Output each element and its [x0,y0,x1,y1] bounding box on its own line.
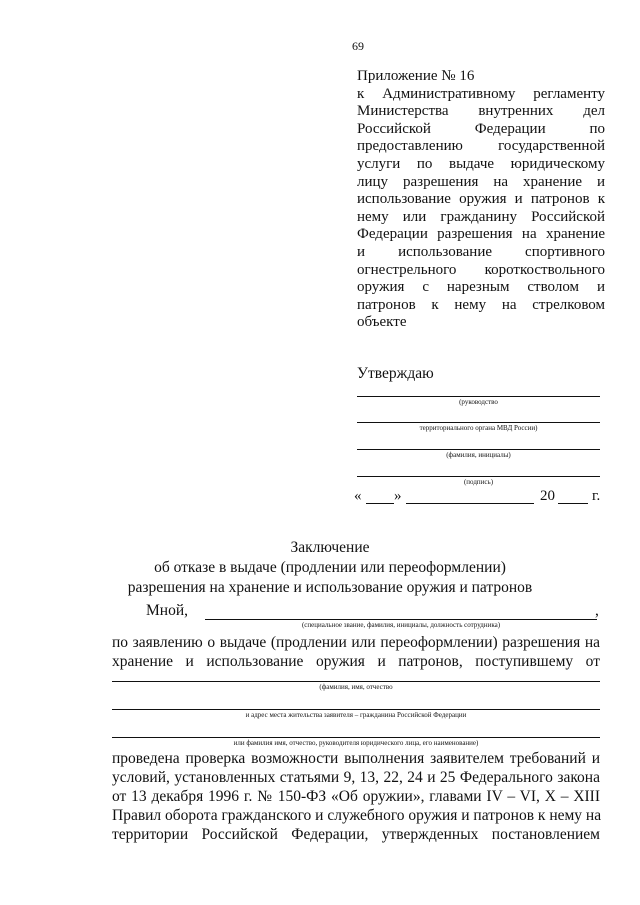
approval-date-row [354,488,606,508]
field-caption: территориального органа МВД России) [419,424,538,432]
applicant-caption: (фамилия, имя, отчество [319,683,393,691]
applicant-caption: и адрес места жительства заявителя – гражданина Российской Федерации [245,711,467,719]
applicant-blank[interactable] [112,709,600,710]
statement-text [112,633,600,671]
year-suffix: г. [592,488,601,504]
annex-line: Федерации разрешения на хранение [357,226,605,243]
annex-line: оружия с нарезным стволом и [357,279,605,296]
field-caption: (подпись) [463,478,494,486]
annex-line: огнестрельного короткоствольного [357,261,605,278]
annex-block [357,68,605,332]
me-label: Мной, [146,602,188,619]
officer-blank[interactable] [205,619,597,620]
conclusion-subheading: разрешения на хранение и использование оружия и патронов [127,579,533,596]
annex-line: услуги по выдаче юридическому [357,155,605,172]
annex-line: предоставлению государственной [357,138,605,155]
conclusion-subheading: об отказе в выдаче (продлении или переоформлении) [154,559,506,576]
check-line: Правил оборота гражданского и служебного оружия и патронов к нему на [112,807,602,824]
day-blank[interactable] [366,503,394,504]
annex-title: Приложение № 16 [357,68,475,84]
check-line: от 13 декабря 1996 г. № 150-ФЗ «Об оружии», главами IV – VI, X – XIII [112,788,600,805]
signature-line[interactable] [357,422,600,423]
page-number: 69 [352,39,364,53]
signature-line[interactable] [357,476,600,477]
statement-line: хранение и использование оружия и патронов, поступившему от [112,653,600,670]
applicant-caption: или фамилия имя, отчество, руководителя юридического лица, его наименование) [233,739,479,747]
officer-caption: (специальное звание, фамилия, инициалы, должность сотрудника) [301,621,501,629]
annex-line: Российской Федерации по [357,120,605,137]
field-caption: (фамилия, инициалы) [446,451,511,459]
check-line: проведена проверка возможности выполнения заявителем требований и [112,750,600,767]
applicant-blank[interactable] [112,681,600,682]
check-line: территории Российской Федерации, утвержденных постановлением [112,826,600,843]
approve-title: Утверждаю [357,365,434,382]
me-comma: , [595,602,599,619]
conclusion-heading: Заключение [290,539,370,556]
annex-line: и использование спортивного [357,243,605,260]
annex-line: лицу разрешения на хранение и [357,173,605,190]
signature-line[interactable] [357,396,600,397]
check-line: условий, установленных статьями 9, 13, 22, 24 и 25 Федерального закона [112,769,600,786]
check-text [112,749,600,844]
close-quote: » [394,488,402,504]
applicant-blank[interactable] [112,737,600,738]
annex-line: использование оружия и патронов к [357,191,605,208]
annex-line: нему или гражданину Российской [357,208,605,225]
statement-line: по заявлению о выдаче (продлении или переоформлении) разрешения на [112,634,600,651]
annex-line: патронов к нему на стрелковом [357,296,605,313]
signature-line[interactable] [357,449,600,450]
year-prefix: 20 [540,488,555,504]
year-blank[interactable] [558,503,588,504]
open-quote: « [354,488,362,504]
month-blank[interactable] [406,503,534,504]
field-caption: (руководство [459,398,498,406]
annex-line: к Административному регламенту [357,85,605,102]
annex-line: объекте [357,314,407,331]
annex-line: Министерства внутренних дел [357,103,605,120]
